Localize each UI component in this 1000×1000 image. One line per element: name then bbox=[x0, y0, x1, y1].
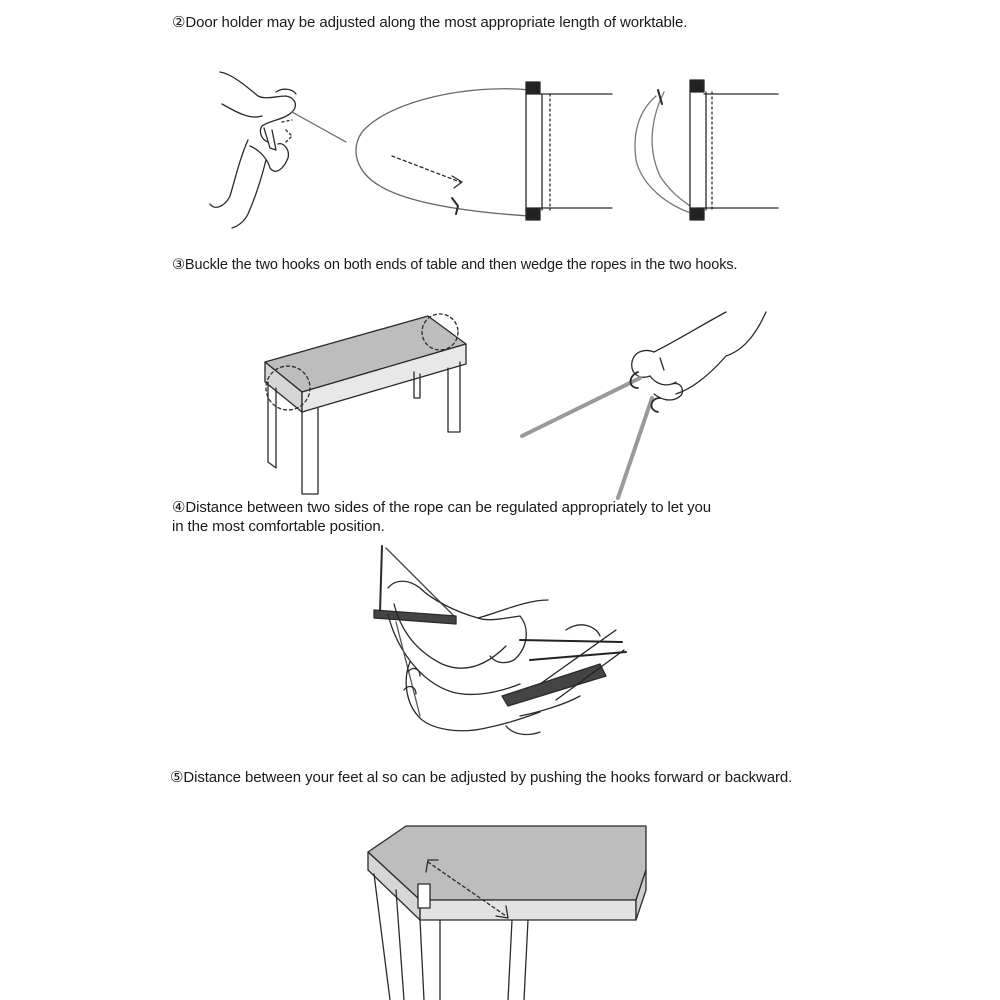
step-3-number: ③ bbox=[172, 257, 185, 273]
table-illustration bbox=[265, 314, 466, 494]
door-holder-on-door-2 bbox=[635, 80, 778, 220]
hands-adjusting-strap-illustration bbox=[210, 72, 346, 228]
step-2-text: Door holder may be adjusted along the most appropriate length of worktable. bbox=[185, 14, 688, 31]
feet-in-footrest-illustration bbox=[374, 546, 626, 734]
table-corner-adjust-illustration bbox=[368, 826, 646, 1000]
step-4-line-2: in the most comfortable position. bbox=[172, 518, 385, 535]
step-4-line-1: ④Distance between two sides of the rope can be regulated appropriately to let you bbox=[172, 499, 712, 516]
step-5-text: Distance between your feet al so can be adjusted by pushing the hooks forward or backward. bbox=[183, 769, 793, 786]
step-3-text: Buckle the two hooks on both ends of table and then wedge the ropes in the two hooks. bbox=[184, 257, 738, 273]
hand-with-hooks-illustration bbox=[522, 312, 766, 498]
door-holder-on-door-1 bbox=[526, 82, 612, 220]
step-5-number: ⑤ bbox=[170, 769, 184, 786]
strap-loop-illustration bbox=[356, 89, 530, 216]
step-4-number: ④ bbox=[172, 499, 186, 516]
step-2-number: ② bbox=[172, 14, 186, 31]
